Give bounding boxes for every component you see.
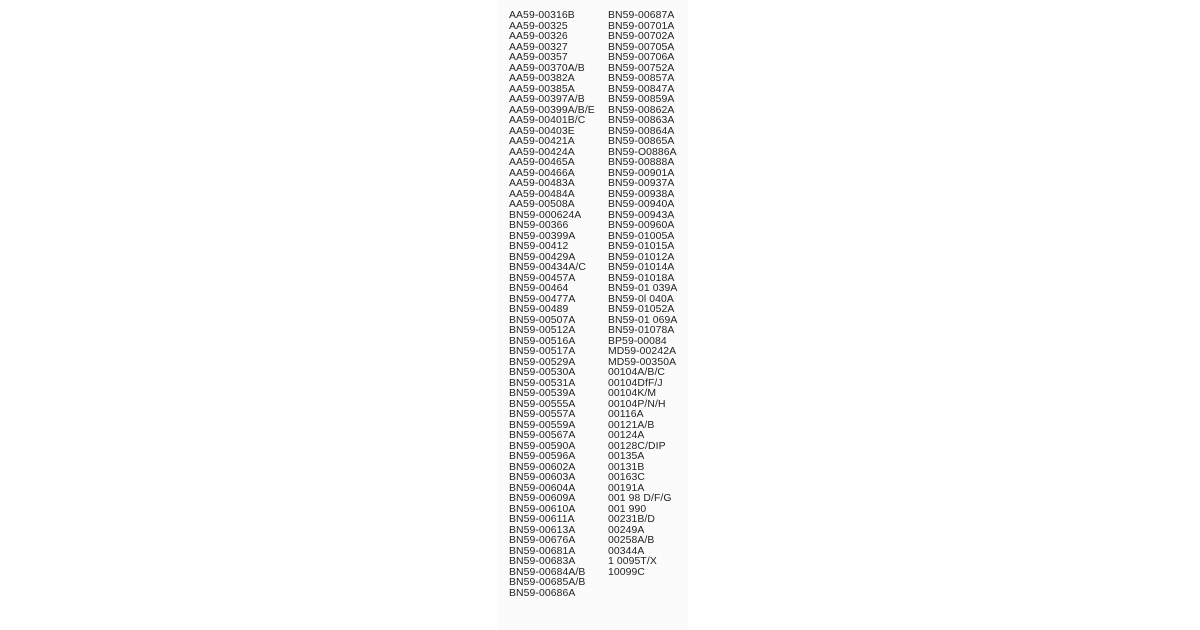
part-number: 00135A — [608, 451, 645, 462]
part-number: 00191A — [608, 482, 645, 494]
part-number: BN59-00864A — [608, 125, 675, 137]
part-number: BN59-00676A — [509, 535, 576, 546]
part-number: 00128C/DIP — [608, 440, 666, 452]
part-number: BN59-01005A — [608, 230, 675, 242]
part-number: AA59-00403E — [509, 125, 575, 137]
part-number: AA59-00401B/C — [509, 115, 586, 126]
part-number: BN59-00859A — [608, 94, 675, 105]
part-number: BN59-00940A — [608, 199, 675, 210]
part-number: BN59-00434A/C — [509, 262, 586, 273]
part-number: 00258A/B — [608, 535, 655, 546]
part-number: BN59-00705A — [608, 41, 675, 53]
part-number: BN59-00701A — [608, 20, 675, 32]
part-number: BN59-00613A — [509, 524, 576, 536]
part-number: MD59-00350A — [608, 356, 677, 368]
part-number: BN59-0l 040A — [608, 293, 674, 305]
part-number: BN59-00531A — [509, 377, 576, 389]
part-number: AA59-00399A/B/E — [509, 104, 595, 116]
part-number: 00104P/N/H — [608, 398, 666, 410]
part-number: BN59-00399A — [509, 230, 576, 242]
part-number: 1 0095T/X — [608, 556, 657, 567]
part-number: BN59-00681A — [509, 545, 576, 557]
part-number: AA59-00385A — [509, 83, 575, 95]
part-number: 00104DfF/J — [608, 377, 663, 389]
part-number: 00131B — [608, 461, 645, 473]
part-number: 00231B/D — [608, 514, 656, 525]
part-number: BN59-00610A — [509, 503, 576, 515]
part-number: BN59-01 039A — [608, 283, 678, 294]
part-number: BN59-00596A — [509, 451, 576, 462]
part-number: BN59-00611A — [509, 514, 575, 525]
part-number-column-1 — [509, 11, 595, 599]
part-number-column-2 — [608, 11, 677, 578]
part-number: BN59-00943A — [608, 209, 675, 221]
part-number: BN59-00752A — [608, 62, 675, 74]
part-number: BN59-00863A — [608, 115, 675, 126]
part-number: BN59-00557A — [509, 409, 576, 420]
part-number: AA59-00382A — [509, 73, 575, 84]
part-number: 10099C — [608, 566, 645, 578]
part-number: BN59-00559A — [509, 419, 576, 431]
part-number: BN59-00602A — [509, 461, 576, 473]
part-number: AA59-00325 — [509, 20, 568, 32]
part-number: BN59-00865A — [608, 136, 675, 147]
part-number: BN59-00686A — [509, 587, 576, 599]
part-number: BN59-00684A/B — [509, 566, 586, 578]
part-number: BN59-00590A — [509, 440, 576, 452]
part-number: BN59-00847A — [608, 83, 675, 95]
part-number: BN59-00567A — [509, 430, 576, 441]
part-number: BN59-00539A — [509, 388, 576, 399]
part-number: AA59-00484A — [509, 188, 575, 200]
part-number: BN59-00604A — [509, 482, 576, 494]
part-number: BN59-00609A — [509, 493, 576, 504]
part-number: 00121A/B — [608, 419, 655, 431]
part-number: BN59-01015A — [608, 241, 675, 252]
part-number: BN59-00683A — [509, 556, 576, 567]
part-number: BN59-00555A — [509, 398, 576, 410]
part-number: AA59-00466A — [509, 167, 575, 179]
part-number: 00116A — [608, 409, 644, 420]
part-number: AA59-00397A/B — [509, 94, 585, 105]
part-number: 001 990 — [608, 503, 647, 515]
part-number: MD59-00242A — [608, 346, 677, 357]
part-number: 00104A/B/C — [608, 367, 666, 378]
part-number: BN59-00857A — [608, 73, 675, 84]
part-number: AA59-00508A — [509, 199, 575, 210]
part-number: BN59-00938A — [608, 188, 675, 200]
part-number: BN59-00489 — [509, 304, 569, 315]
part-number: BN59-00429A — [509, 251, 576, 263]
part-number: BN59-00685A/B — [509, 577, 586, 588]
part-number: AA59-00424A — [509, 146, 575, 158]
part-number: BN59-00516A — [509, 335, 576, 347]
part-number: BN59-O0886A — [608, 146, 677, 158]
part-number: BN59-00412 — [509, 241, 569, 252]
part-number: BN59-00517A — [509, 346, 576, 357]
part-number: BN59-00366 — [509, 220, 569, 231]
part-number: BN59-00888A — [608, 157, 675, 168]
part-number: 00124A — [608, 430, 645, 441]
part-number: AA59-00316B — [509, 10, 575, 21]
part-number: 00344A — [608, 545, 645, 557]
part-number: BN59-00529A — [509, 356, 576, 368]
part-number: AA59-00370A/B — [509, 62, 585, 74]
part-number: BN59-01078A — [608, 325, 675, 336]
part-number: BN59-00937A — [608, 178, 675, 189]
part-number: BN59-00507A — [509, 314, 576, 326]
part-number: BN59-01014A — [608, 262, 675, 273]
part-number: BN59-000624A — [509, 209, 582, 221]
part-number: BP59-00084 — [608, 335, 667, 347]
part-number: AA59-00421A — [509, 136, 575, 147]
part-number: 00249A — [608, 524, 645, 536]
part-number: AA59-00327 — [509, 41, 568, 53]
part-number: BN59-00530A — [509, 367, 576, 378]
part-number: BN59-00702A — [608, 31, 675, 42]
part-number: BN59-00901A — [608, 167, 675, 179]
part-number: BN59-00477A — [509, 293, 576, 305]
part-number: AA59-00465A — [509, 157, 575, 168]
part-number: AA59-00357 — [509, 52, 568, 63]
part-number: BN59-01 069A — [608, 314, 678, 326]
part-number: BN59-00960A — [608, 220, 675, 231]
part-number: BN59-00457A — [509, 272, 576, 284]
part-number: 00163C — [608, 472, 645, 483]
part-number: BN59-01012A — [608, 251, 675, 263]
part-number: AA59-00483A — [509, 178, 575, 189]
part-number: BN59-00862A — [608, 104, 675, 116]
part-number: AA59-00326 — [509, 31, 568, 42]
part-number: BN59-01018A — [608, 272, 675, 284]
part-number: BN59-00512A — [509, 325, 576, 336]
part-number: BN59-00706A — [608, 52, 675, 63]
part-number: 001 98 D/F/G — [608, 493, 672, 504]
part-number: BN59-00687A — [608, 10, 675, 21]
part-number: BN59-00464 — [509, 283, 569, 294]
part-number: BN59-01052A — [608, 304, 675, 315]
part-number: BN59-00603A — [509, 472, 576, 483]
part-number: 00104K/M — [608, 388, 657, 399]
